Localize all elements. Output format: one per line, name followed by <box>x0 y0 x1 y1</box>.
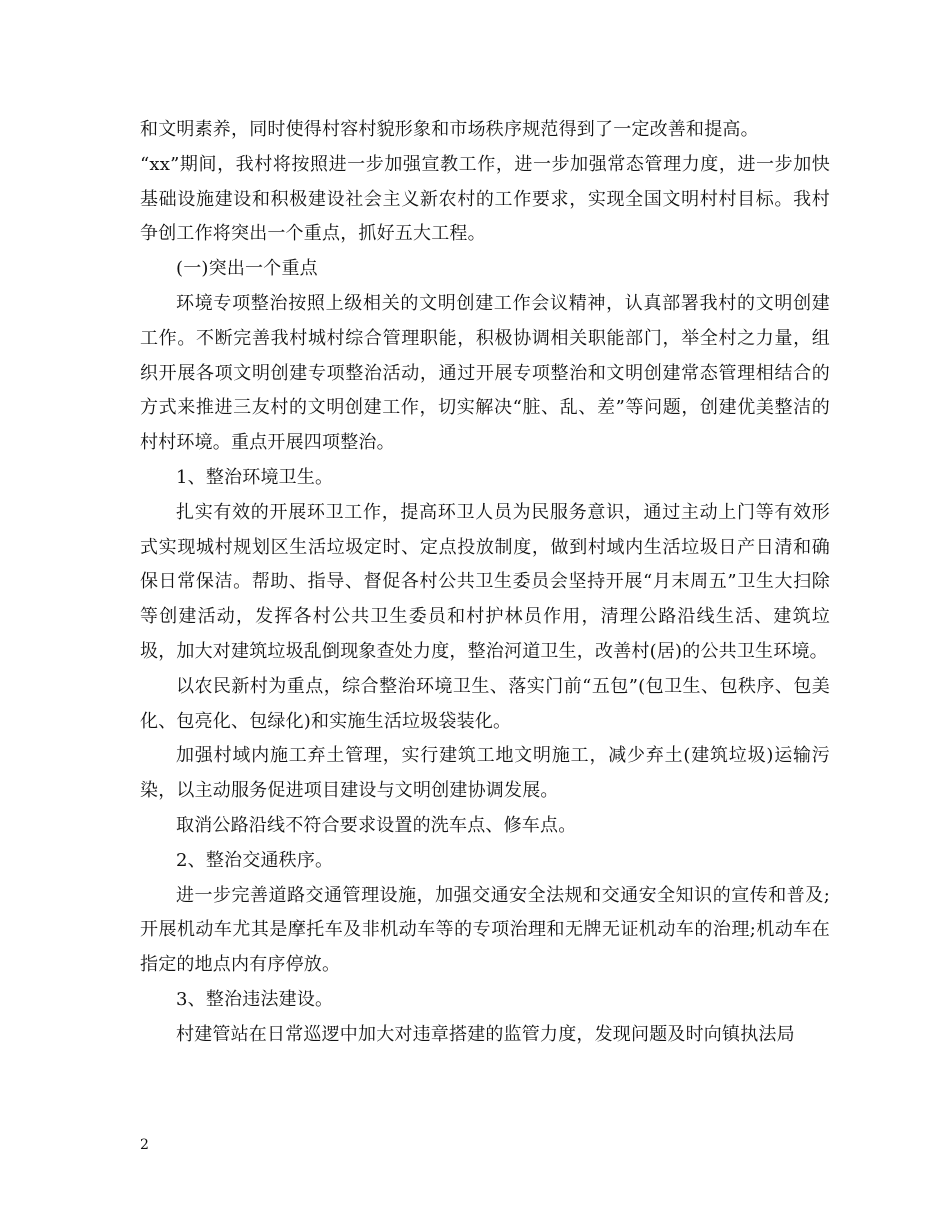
page-number: 2 <box>140 1137 149 1153</box>
paragraph: 扎实有效的开展环卫工作，提高环卫人员为民服务意识，通过主动上门等有效形式实现城村规划区生活垃圾定时、定点投放制度，做到村域内生活垃圾日产日清和确保日常保洁。帮助、指导、督促各村公共卫生委员会坚持开展“月末周五”卫生大扫除等创建活动，发挥各村公共卫生委员和村护林员作用，清理公路沿线生活、建筑垃圾，加大对建筑垃圾乱倒现象查处力度，整治河道卫生，改善村(居)的公共卫生环境。 <box>140 501 830 662</box>
document-body <box>140 113 830 1053</box>
section-heading: (一)突出一个重点 <box>176 258 318 280</box>
paragraph: 环境专项整治按照上级相关的文明创建工作会议精神，认真部署我村的文明创建工作。不断完善我村城村综合管理职能，积极协调相关职能部门，举全村之力量，组织开展各项文明创建专项整治活动，通过开展专项整治和文明创建常态管理相结合的方式来推进三友村的文明创建工作，切实解决“脏、乱、差”等问题，创建优美整洁的村村环境。重点开展四项整治。 <box>140 292 830 454</box>
paragraph: 取消公路沿线不符合要求设置的洗车点、修车点。 <box>176 814 577 836</box>
subsection-heading: 2、整治交通秩序。 <box>176 849 334 871</box>
subsection-heading: 1、整治环境卫生。 <box>176 466 334 488</box>
paragraph: 以农民新村为重点，综合整治环境卫生、落实门前“五包”(包卫生、包秩序、包美化、包亮化、包绿化)和实施生活垃圾袋装化。 <box>140 675 830 732</box>
paragraph: 和文明素养，同时使得村容村貌形象和市场秩序规范得到了一定改善和提高。 <box>140 119 759 140</box>
paragraph: 村建管站在日常巡逻中加大对违章搭建的监管力度，发现问题及时向镇执法局 <box>176 1023 795 1045</box>
paragraph: 加强村域内施工弃土管理，实行建筑工地文明施工，减少弃土(建筑垃圾)运输污染，以主动服务促进项目建设与文明创建协调发展。 <box>140 745 830 802</box>
subsection-heading: 3、整治违法建设。 <box>176 988 334 1010</box>
paragraph: “xx”期间，我村将按照进一步加强宣教工作，进一步加强常态管理力度，进一步加快基础设施建设和积极建设社会主义新农村的工作要求，实现全国文明村村目标。我村争创工作将突出一个重点，抓好五大工程。 <box>140 153 830 245</box>
paragraph: 进一步完善道路交通管理设施，加强交通安全法规和交通安全知识的宣传和普及;开展机动车尤其是摩托车及非机动车等的专项治理和无牌无证机动车的治理;机动车在指定的地点内有序停放。 <box>140 884 830 976</box>
